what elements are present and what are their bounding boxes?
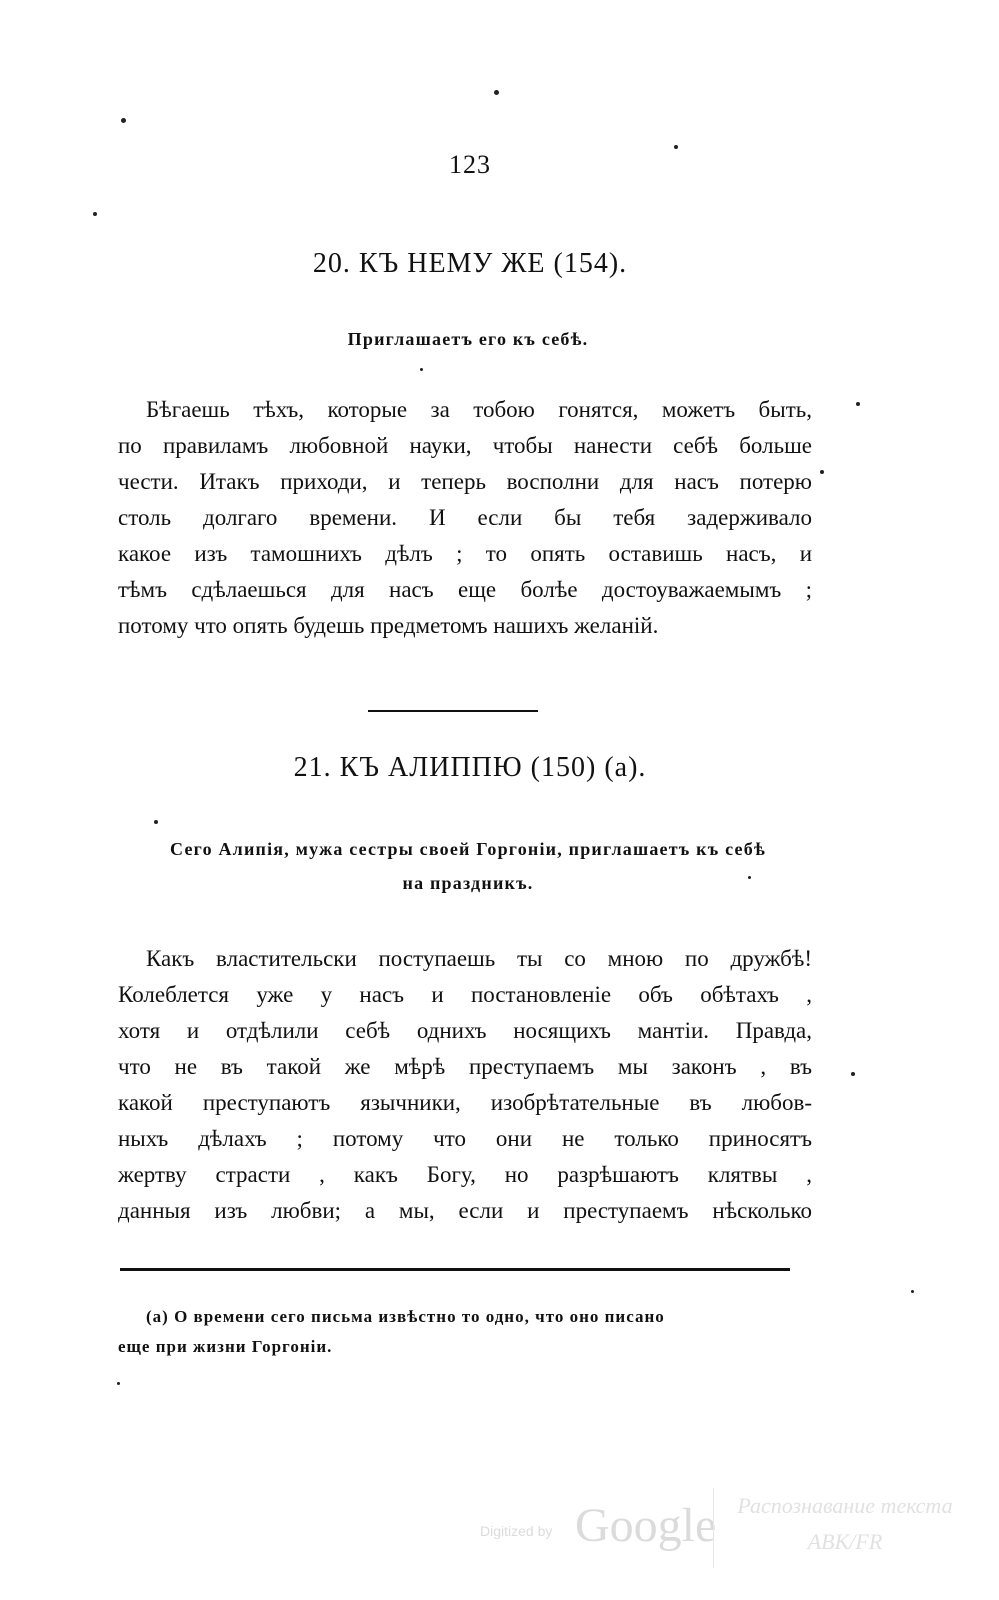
body-line: какое изъ тамошнихъ дѣлъ ; то опять оставишь насъ, и xyxy=(118,541,812,566)
watermark-google-logo: Google xyxy=(575,1499,717,1552)
letter-21-heading: 21. КЪ АЛИППЮ (150) (а). xyxy=(293,752,647,783)
section-divider xyxy=(368,710,538,712)
watermark-recognition-label xyxy=(720,1488,970,1560)
scan-speck xyxy=(911,1290,914,1293)
watermark-separator xyxy=(713,1488,714,1568)
body-line: Бѣгаешь тѣхъ, которые за тобою гонятся, можетъ быть, xyxy=(146,397,812,422)
scan-speck xyxy=(117,1382,120,1385)
scan-speck xyxy=(820,470,824,474)
scan-speck xyxy=(93,212,97,216)
scan-speck xyxy=(420,368,423,371)
body-line: потому что опять будешь предметомъ нашихъ желаній. xyxy=(118,613,659,638)
footnote-line: (а) О времени сего письма извѣстно то одно, что оно писано xyxy=(146,1307,665,1326)
scan-speck xyxy=(856,402,860,406)
body-line: что не въ такой же мѣрѣ преступаемъ мы законъ , въ xyxy=(118,1054,812,1079)
body-line: по правиламъ любовной науки, чтобы нанести себѣ больше xyxy=(118,433,812,458)
scan-speck xyxy=(494,90,499,95)
footnote-divider xyxy=(120,1268,790,1271)
footnote xyxy=(118,1302,812,1362)
scan-speck xyxy=(851,1072,855,1076)
subtitle-line: на праздникъ. xyxy=(402,873,534,893)
letter-20-body xyxy=(118,392,812,644)
body-line: какой преступаютъ язычники, изобрѣтательные въ любов- xyxy=(118,1090,812,1115)
letter-20-subtitle: Приглашаетъ его къ себѣ. xyxy=(347,329,589,349)
body-line: хотя и отдѣлили себѣ однихъ носящихъ мантіи. Правда, xyxy=(118,1018,812,1043)
watermark-recognition-line: Распознавание текста xyxy=(737,1493,953,1518)
body-line: данныя изъ любви; а мы, если и преступаемъ нѣсколько xyxy=(118,1198,812,1223)
letter-21-body xyxy=(118,941,812,1229)
body-line: жертву страсти , какъ Богу, но разрѣшаютъ клятвы , xyxy=(118,1162,812,1187)
page-number: 123 xyxy=(449,150,491,179)
scan-speck xyxy=(121,118,126,123)
letter-21-subtitle xyxy=(118,832,818,900)
scan-speck xyxy=(674,145,678,149)
subtitle-line: Сего Алипія, мужа сестры своей Горгоніи, приглашаетъ къ себѣ xyxy=(170,839,766,859)
letter-20-heading: 20. КЪ НЕМУ ЖЕ (154). xyxy=(312,248,628,279)
watermark-digitized-label: Digitized by xyxy=(480,1523,553,1539)
body-line: Какъ властительски поступаешь ты со мною по дружбѣ! xyxy=(146,946,812,971)
scan-speck xyxy=(748,876,751,879)
body-line: Колеблется уже у насъ и постановленіе объ обѣтахъ , xyxy=(118,982,812,1007)
footnote-line: еще при жизни Горгоніи. xyxy=(118,1337,333,1356)
body-line: столь долгаго времени. И если бы тебя задерживало xyxy=(118,505,812,530)
scan-speck xyxy=(154,820,158,824)
watermark-recognition-line: ABK/FR xyxy=(807,1529,883,1554)
digitization-watermark xyxy=(470,1478,990,1578)
body-line: тѣмъ сдѣлаешься для насъ еще болѣе достоуважаемымъ ; xyxy=(118,577,812,602)
body-line: ныхъ дѣлахъ ; потому что они не только приносятъ xyxy=(118,1126,812,1151)
body-line: чести. Итакъ приходи, и теперь восполни для насъ потерю xyxy=(118,469,812,494)
